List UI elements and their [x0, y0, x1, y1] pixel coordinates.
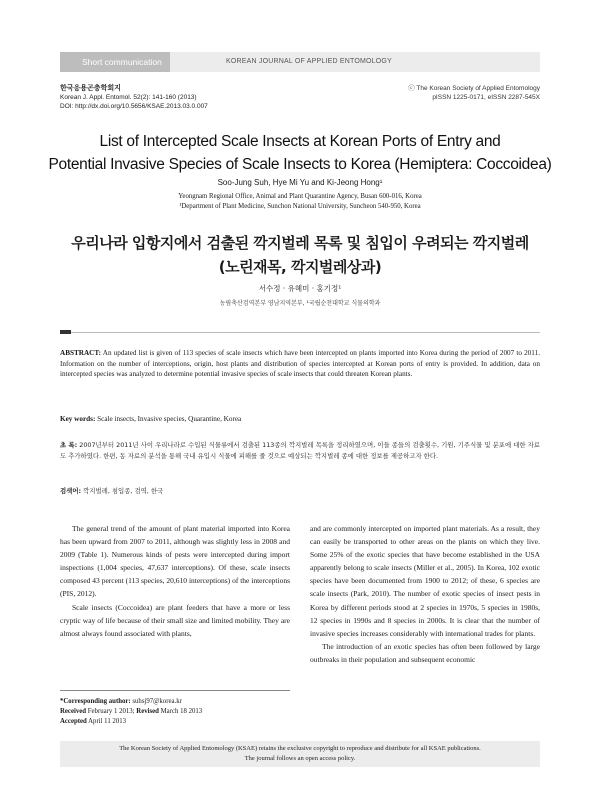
accepted-line [60, 717, 290, 727]
copyright-line: ⓒ The Korean Society of Applied Entomology [408, 85, 540, 92]
journal-header-band [60, 52, 540, 72]
corresponding-author [60, 697, 290, 707]
title-line-1: List of Intercepted Scale Insects at Korean Ports of Entry and [99, 133, 501, 150]
author-list: Soo-Jung Suh, Hye Mi Yu and Ki-Jeong Hong¹ [217, 178, 383, 187]
doi-link[interactable]: DOI: http://dx.doi.org/10.5656/KSAE.2013.03.0.007 [60, 103, 208, 110]
body-paragraph: Scale insects (Coccoidea) are plant feeders that have a more or less cryptic way of life because of their small size and limited mobility. They are almost always found associated with plants, [60, 602, 290, 638]
abstract-kr-label: 초 록: [60, 441, 78, 449]
body-column-left [60, 522, 290, 640]
affiliation-block [40, 192, 560, 211]
keywords-korean [60, 486, 540, 496]
keywords-label: Key words: [60, 415, 96, 423]
journal-name-korean: 한국응용곤충학회지 [60, 85, 121, 92]
received-label: Received [60, 708, 87, 715]
accepted-date: April 11 2013 [88, 718, 127, 725]
corr-label: *Corresponding author: [60, 698, 131, 705]
keywords [60, 414, 540, 424]
journal-name: KOREAN JOURNAL OF APPLIED ENTOMOLOGY [226, 58, 392, 65]
revised-label: Revised [136, 708, 159, 715]
title-kr-line-1: 우리나라 입항지에서 검출된 깍지벌레 목록 및 침입이 우려되는 깍지벌레 [71, 234, 529, 252]
body-column-right [310, 522, 540, 666]
keywords-kr-text: 깍지벌레, 침입종, 검역, 한국 [83, 487, 164, 495]
received-date: February 1 2013; [87, 708, 135, 715]
citation-line: Korean J. Appl. Entomol. 52(2): 141-160 (2013) [60, 94, 197, 101]
dates-line [60, 707, 290, 717]
affiliation-korean: 농림축산검역본부 영남지역본부, ¹국립순천대학교 식물의학과 [219, 300, 381, 307]
copyright-block [408, 84, 540, 102]
author-list-korean: 서수정 · 유혜미 · 홍기정¹ [258, 284, 342, 293]
section-divider [60, 332, 540, 333]
title-line-2: Potential Invasive Species of Scale Insects to Korea (Hemiptera: Coccoidea) [48, 156, 552, 173]
body-paragraph: The general trend of the amount of plant material imported into Korea has been upward from 2007 to 2011, although was slightly less in 2008 and 2009 (Table 1). Numerous kinds of pests were intercepted during import inspections (1,004 species, 47,637 interceptions). Of these, scale insects composed 43 percent (113 species, 20,610 interceptions) of the interceptions (PIS, 2012). [60, 524, 290, 599]
copyright-footer [60, 741, 540, 767]
revised-date: March 18 2013 [160, 708, 203, 715]
footnote-divider [60, 690, 290, 691]
affiliation-1: Yeongnam Regional Office, Animal and Plant Quarantine Agency, Busan 600-016, Korea [178, 193, 422, 200]
corr-email[interactable]: suhsj97@korea.kr [132, 698, 182, 705]
divider-marker [60, 330, 71, 334]
article-title-korean [40, 231, 560, 279]
keywords-text: Scale insects, Invasive species, Quarantine, Korea [97, 415, 242, 423]
abstract-korean [60, 440, 540, 462]
affiliation-2: ¹Department of Plant Medicine, Sunchon National University, Suncheon 540-950, Korea [179, 202, 421, 210]
title-kr-line-2: (노린재목, 깍지벌레상과) [218, 258, 382, 276]
abstract-text: An updated list is given of 113 species of scale insects which have been intercepted on plants imported into Korea during the period of 2007 to 2011. Information on the number of interceptions, origin, host plants and distribution of species intercepted at Korean ports of entry is provided. In addition, data on intercepted species was analyzed to determine potential invasive species of scale insects that could threaten Korean plants. [60, 349, 540, 379]
footnote [60, 697, 290, 727]
body-paragraph: and are commonly intercepted on imported plant materials. As a result, they can easily be transported to other areas on the plants on which they live. Some 25% of the exotic species that have become established in the USA apparently belong to scale insects (Miller et al., 2005). In Korea, 102 exotic species have been documented from 1900 to 2012; of these, 6 species are scale insects (Park, 2010). The number of exotic species of insect pests in Korea by different periods stood at 2 species in 1970s, 5 species in 1980s, 12 species in 1990s and 8 species in 2000s. It is clear that the number of invasive species increases considerably with international trades for plants. [310, 524, 540, 638]
abstract-label: ABSTRACT: [60, 349, 102, 357]
abstract [60, 348, 540, 380]
article-title [40, 130, 560, 176]
abstract-kr-text: 2007년부터 2011년 사이 우리나라로 수입된 식물류에서 검출된 113종의 깍지벌레 목록을 정리하였으며, 이들 종들의 검출횟수, 기원, 기주식물 및 분포에 대한 자료도 추가하였다. 한편, 동 자료의 분석을 통해 국내 유입시 식물에 피해를 줄 것으로 예상되는 깍지벌레 종에 대한 정보를 제공하고자 한다. [60, 441, 540, 460]
body-paragraph: The introduction of an exotic species has often been followed by large outbreaks in their population and subsequent economic [310, 641, 540, 664]
footer-line-1: The Korean Society of Applied Entomology (KSAE) retains the exclusive copyright to reproduce and distribute for all KSAE publications. [119, 745, 481, 752]
accepted-label: Accepted [60, 718, 87, 725]
footer-line-2: The journal follows an open access policy. [244, 755, 356, 762]
keywords-kr-label: 검색어: [60, 487, 82, 495]
article-type-tag: Short communication [60, 52, 170, 72]
citation-block [60, 84, 208, 111]
issn-line: pISSN 1225-0171, eISSN 2287-545X [432, 94, 540, 101]
